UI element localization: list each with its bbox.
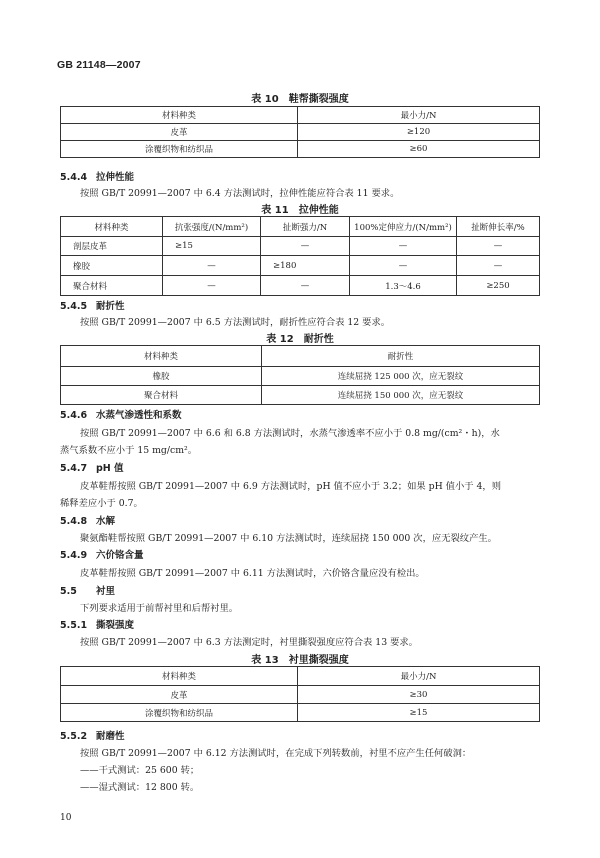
- table-row: [61, 704, 540, 722]
- table-13-header-material: 材料种类: [61, 667, 298, 686]
- table-11-header: 扯断强力/N: [261, 217, 350, 237]
- section-5-4-6-line-2: 蒸气系数不应小于 15 mg/cm²。: [60, 445, 198, 456]
- section-number: 5.5: [60, 586, 77, 597]
- section-5-4-5-heading: [60, 298, 125, 312]
- section-number: 5.4.4: [60, 172, 88, 183]
- table-11-header: 抗张强度/(N/mm²): [163, 217, 261, 237]
- section-title: 拉伸性能: [96, 172, 135, 183]
- section-title: 耐折性: [96, 301, 125, 312]
- table-cell: 剖层皮革: [61, 237, 163, 256]
- table-11-header: 材料种类: [61, 217, 163, 237]
- table-cell: —: [457, 256, 540, 276]
- table-cell: 涂覆织物和纺织品: [61, 141, 298, 158]
- table-row: [61, 141, 540, 158]
- table-cell: 橡胶: [61, 256, 163, 276]
- table-cell: —: [261, 237, 350, 256]
- section-title: pH 值: [96, 463, 124, 474]
- table-cell: —: [457, 237, 540, 256]
- table-cell: 聚合材料: [61, 386, 262, 405]
- page-number: 10: [60, 813, 72, 823]
- section-5-5-heading: [60, 583, 115, 597]
- standard-number: GB 21148—2007: [57, 59, 141, 71]
- list-item-wet-test: ——湿式测试：12 800 转。: [80, 782, 200, 793]
- table-11-caption: 表 11 拉伸性能: [261, 205, 339, 216]
- table-cell: 聚合材料: [61, 276, 163, 296]
- table-cell: ≥15: [163, 237, 261, 256]
- section-5-4-6-line-1: 按照 GB/T 20991—2007 中 6.6 和 6.8 方法测试时，水蒸气渗透率不应小于 0.8 mg/(cm²・h)，水: [80, 428, 500, 439]
- table-cell: 皮革: [61, 686, 298, 704]
- table-row: [61, 256, 540, 276]
- section-title: 耐磨性: [96, 731, 125, 742]
- section-5-5-2-heading: [60, 728, 125, 742]
- table-row: [61, 276, 540, 296]
- section-5-4-7-line-2: 稀释差应小于 0.7。: [60, 498, 143, 509]
- section-title: 水解: [96, 516, 116, 527]
- table-13-header-min-force: 最小力/N: [298, 667, 540, 686]
- section-5-5-2-text: 按照 GB/T 20991—2007 中 6.12 方法测试时，在完成下列转数前，衬里不应产生任何破洞：: [80, 748, 472, 759]
- table-10: [60, 106, 540, 158]
- table-11-header: 100%定伸应力/(N/mm²): [350, 217, 457, 237]
- table-cell: —: [163, 276, 261, 296]
- table-cell: 连续屈挠 150 000 次，应无裂纹: [262, 386, 540, 405]
- table-12-header-folding: 耐折性: [262, 346, 540, 367]
- section-5-4-4-heading: [60, 169, 134, 183]
- section-5-5-1-heading: [60, 617, 134, 631]
- section-5-4-8-heading: [60, 513, 115, 527]
- section-title: 撕裂强度: [96, 620, 135, 631]
- table-row: [61, 386, 540, 405]
- section-number: 5.4.5: [60, 301, 88, 312]
- table-10-header-material: 材料种类: [61, 107, 298, 124]
- table-10-header-min-force: 最小力/N: [298, 107, 540, 124]
- section-number: 5.5.2: [60, 731, 88, 742]
- table-cell: —: [350, 256, 457, 276]
- table-cell: ≥30: [298, 686, 540, 704]
- table-12: [60, 345, 540, 405]
- section-number: 5.4.8: [60, 516, 88, 527]
- table-cell: ≥120: [298, 124, 540, 141]
- section-5-5-1-text: 按照 GB/T 20991—2007 中 6.3 方法测定时，衬里撕裂强度应符合表 13 要求。: [80, 637, 418, 648]
- table-row: [61, 237, 540, 256]
- table-cell: ≥180: [261, 256, 350, 276]
- table-cell: ≥15: [298, 704, 540, 722]
- section-5-5-text: 下列要求适用于前帮衬里和后帮衬里。: [80, 603, 239, 614]
- section-5-4-5-text: 按照 GB/T 20991—2007 中 6.5 方法测试时，耐折性应符合表 12 要求。: [80, 317, 391, 328]
- table-row: [61, 124, 540, 141]
- table-12-caption: 表 12 耐折性: [266, 334, 334, 345]
- section-number: 5.4.6: [60, 410, 88, 421]
- list-item-dry-test: ——干式测试：25 600 转；: [80, 765, 200, 776]
- table-10-caption: 表 10 鞋帮撕裂强度: [251, 94, 349, 105]
- table-cell: ≥60: [298, 141, 540, 158]
- table-cell: —: [350, 237, 457, 256]
- section-title: 水蒸气渗透性和系数: [96, 410, 182, 421]
- section-number: 5.4.9: [60, 550, 88, 561]
- table-cell: 1.3～4.6: [350, 276, 457, 296]
- section-5-4-8-text: 聚氨酯鞋帮按照 GB/T 20991—2007 中 6.10 方法测试时，连续屈挠 150 000 次，应无裂纹产生。: [80, 533, 497, 544]
- section-5-4-9-text: 皮革鞋帮按照 GB/T 20991—2007 中 6.11 方法测试时，六价铬含量应没有检出。: [80, 568, 425, 579]
- table-cell: 连续屈挠 125 000 次，应无裂纹: [262, 367, 540, 386]
- table-row: [61, 686, 540, 704]
- section-5-4-6-heading: [60, 407, 182, 421]
- section-5-4-7-heading: [60, 460, 124, 474]
- section-title: 衬里: [96, 586, 116, 597]
- table-cell: 涂覆织物和纺织品: [61, 704, 298, 722]
- section-number: 5.5.1: [60, 620, 88, 631]
- section-5-4-4-text: 按照 GB/T 20991—2007 中 6.4 方法测试时，拉伸性能应符合表 11 要求。: [80, 188, 400, 199]
- table-cell: —: [163, 256, 261, 276]
- table-cell: —: [261, 276, 350, 296]
- table-cell: 橡胶: [61, 367, 262, 386]
- section-number: 5.4.7: [60, 463, 88, 474]
- section-5-4-7-line-1: 皮革鞋帮按照 GB/T 20991—2007 中 6.9 方法测试时，pH 值不应小于 3.2；如果 pH 值小于 4，则: [80, 481, 501, 492]
- section-5-4-9-heading: [60, 547, 144, 561]
- table-13-caption: 表 13 衬里撕裂强度: [251, 655, 349, 666]
- table-cell: 皮革: [61, 124, 298, 141]
- table-13: [60, 666, 540, 722]
- table-12-header-material: 材料种类: [61, 346, 262, 367]
- table-cell: ≥250: [457, 276, 540, 296]
- table-11: [60, 216, 540, 296]
- table-row: [61, 367, 540, 386]
- table-11-header: 扯断伸长率/%: [457, 217, 540, 237]
- section-title: 六价铬含量: [96, 550, 144, 561]
